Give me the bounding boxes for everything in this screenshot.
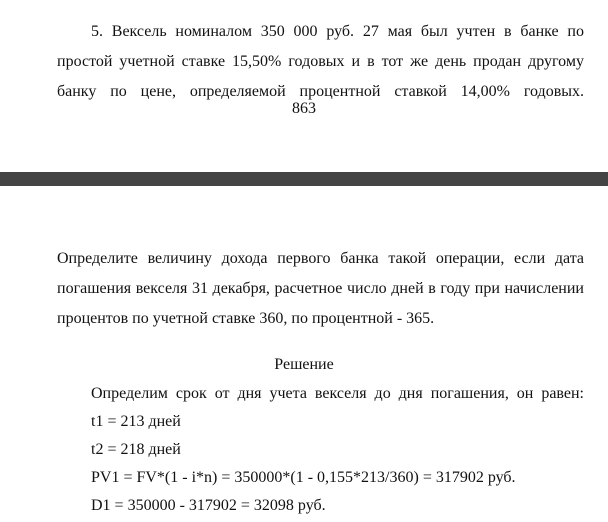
problem-line-3: банку по цене, определяемой процентной ставкой 14,00% годовых. [57,83,584,100]
continuation-line-3: процентов по учетной ставке 360, по процентной - 365. [57,310,435,327]
solution-line-d1: D1 = 350000 - 317902 = 32098 руб. [91,497,326,514]
problem-line-1: 5. Вексель номиналом 350 000 руб. 27 мая был учтен в банке по [91,23,584,40]
continuation-line-2: погашения векселя 31 декабря, расчетное число дней в году при начислении [57,280,584,297]
solution-line-t2: t2 = 218 дней [91,441,181,458]
solution-heading: Решение [274,356,334,373]
problem-continuation [57,244,584,334]
problem-line-2: простой учетной ставке 15,50% годовых и в тот же день продан другому [57,53,584,70]
solution-line-pv1: PV1 = FV*(1 - i*n) = 350000*(1 - 0,155*213/360) = 317902 руб. [91,469,516,486]
continuation-line-1: Определите величину дохода первого банка такой операции, если дата [57,250,584,267]
page-number: 863 [292,100,316,117]
page-separator [0,172,608,186]
solution-line-intro: Определим срок от дня учета векселя до дня погашения, он равен: [91,385,584,402]
solution-line-t1: t1 = 213 дней [91,413,181,430]
problem-statement [57,17,584,107]
